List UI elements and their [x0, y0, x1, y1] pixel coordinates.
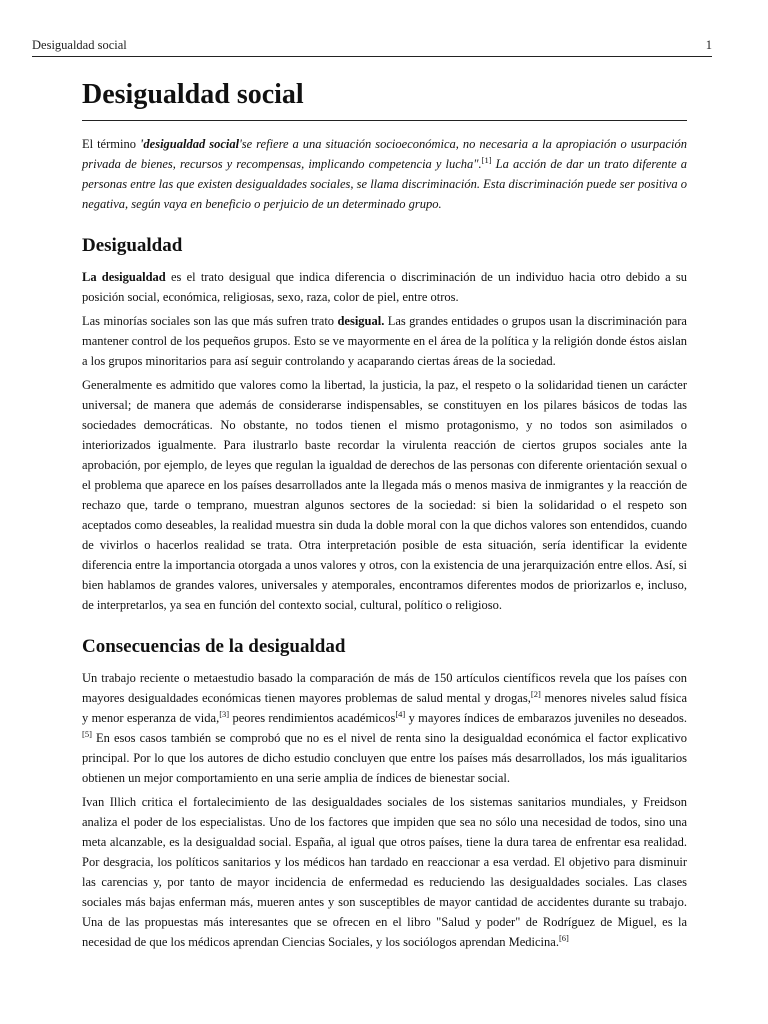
section-desigualdad [82, 234, 687, 615]
intro-paragraph [82, 134, 687, 214]
intro-discrimination: La acción de dar un trato diferente a personas entre las que existen desigualdades sociales, se llama discriminación. Esta discriminación puede ser positiva o negativa, según vaya en beneficio o perjuicio de un determinado grupo. [82, 157, 687, 211]
paragraph-text: Un trabajo reciente o metaestudio basado la comparación de más de 150 artículos científicos revela que los países con mayores desigualdades económicas tienen mayores problemas de salud mental y drogas, [82, 671, 687, 705]
section-heading: Desigualdad [82, 235, 183, 256]
citation-link[interactable]: [5] [82, 729, 92, 739]
paragraph-text: Ivan Illich critica el fortalecimiento de las desigualdades sociales de los sistemas sanitarios mundiales, y Freidson analiza el poder de los especialistas. Uno de los factores que impiden que sea no sólo una necesidad de todos, sino una meta alcanzable, es la desigualdad social. España, al igual que otros países, tiene la dura tarea de enfrentar esa realidad. Por desgracia, los políticos sanitarios y los médicos han tardado en reaccionar a esa verdad. El objetivo para disminuir las carencias y, por tanto de mayor incidencia de enfermedad es reduciendo las desigualdades sociales. Las clases sociales más bajas enferman más, mueren antes y son susceptibles de mayor cantidad de accidentes durante su trabajo. Una de las propuestas más interesantes que se ofrecen en el libro "Salud y poder" de Rodríguez de Miguel, es la necesidad de que los médicos aprendan Ciencias Sociales, y los sociólogos aprendan Medicina. [82, 795, 687, 949]
paragraph-text: En esos casos también se comprobó que no es el nivel de renta sino la desigualdad económica el factor explicativo principal. Por lo que los autores de dicho estudio concluyen que entre los países más desarrollados, los más igualitarios obtienen un mejor comportamiento en una serie amplia de índices de bienestar social. [82, 731, 687, 785]
citation-link[interactable]: [3] [219, 709, 230, 719]
paragraph-text: Las minorías sociales son las que más sufren trato [82, 314, 338, 328]
intro-definition: 'se refiere a una situación socioeconómica, no necesaria a la apropiación o usurpación privada de bienes, recursos y recompensas, implicando competencia y lucha". [82, 137, 687, 171]
citation-link[interactable]: [1] [481, 155, 492, 165]
bold-term: La desigualdad [82, 270, 166, 284]
running-title: Desigualdad social [32, 38, 127, 52]
citation-link[interactable]: [6] [558, 933, 569, 943]
paragraph [82, 668, 687, 788]
paragraph: Generalmente es admitido que valores como la libertad, la justicia, la paz, el respeto o la solidaridad tienen un carácter universal; de manera que además de considerarse indispensables, se constituyen en los pilares básicos de todas las sociedades democráticas. No obstante, no todos tienen el mismo protagonismo, y no todos son asimilados o interiorizados igualmente. Para ilustrarlo baste recordar la virulenta reacción de ciertos grupos sociales ante la aprobación, por ejemplo, de leyes que regulan la igualdad de derechos de las personas con diferente orientación sexual o el problema que aparece en los países desarrollados ante la llegada más o menos masiva de inmigrantes y la reacción de rechazo que, tarde o temprano, muestran algunos sectores de la sociedad: si bien la solidaridad o el respeto son aceptados como deseables, la realidad muestra sin duda la doble moral con la que dichos valores son entendidos, cuando de vivirlos o hacerlos realidad se trata. Otra interpretación posible de esta situación, sería identificar la evidente diferencia entre la importancia otorgada a unos valores y otros, con la existencia de una jerarquización entre ellos. Así, si bien hablamos de grandes valores, universales y atemporales, encontramos diferentes modos de priorizarlos e, incluso, de interpretarlos, ya sea en función del contexto social, cultural, político o religioso. [82, 378, 687, 612]
running-header [32, 38, 712, 57]
paragraph-text: Las grandes entidades o grupos usan la discriminación para mantener control de los pequeños grupos. Esto se ve mayormente en el área de la política y la religión donde éstos aislan a los grupos minoritarios para así seguir controlando y acaparando ciertas áreas de la sociedad. [82, 314, 687, 368]
paragraph [82, 792, 687, 952]
paragraph-text: menores niveles salud física y menor esperanza de vida, [82, 691, 687, 725]
citation-link[interactable]: [4] [395, 709, 406, 719]
section-consecuencias [82, 635, 687, 952]
bold-term: desigual. [337, 314, 385, 328]
paragraph-text: peores rendimientos académicos [229, 711, 396, 725]
paragraph-text: es el trato desigual que indica diferencia o discriminación de un individuo hacia otro debido a su posición social, económica, religiosas, sexo, raza, color de piel, entre otros. [82, 270, 687, 304]
intro-text: El término [82, 137, 140, 151]
paragraph [82, 267, 687, 307]
paragraph-text: y mayores índices de embarazos juveniles no deseados. [405, 711, 687, 725]
citation-link[interactable]: [2] [530, 689, 541, 699]
page-number: 1 [705, 38, 712, 52]
paragraph [82, 311, 687, 371]
article-body [82, 78, 687, 952]
article-title: Desigualdad social [82, 78, 687, 121]
intro-term: 'desigualdad social [139, 137, 240, 151]
section-heading: Consecuencias de la desigualdad [82, 636, 346, 657]
